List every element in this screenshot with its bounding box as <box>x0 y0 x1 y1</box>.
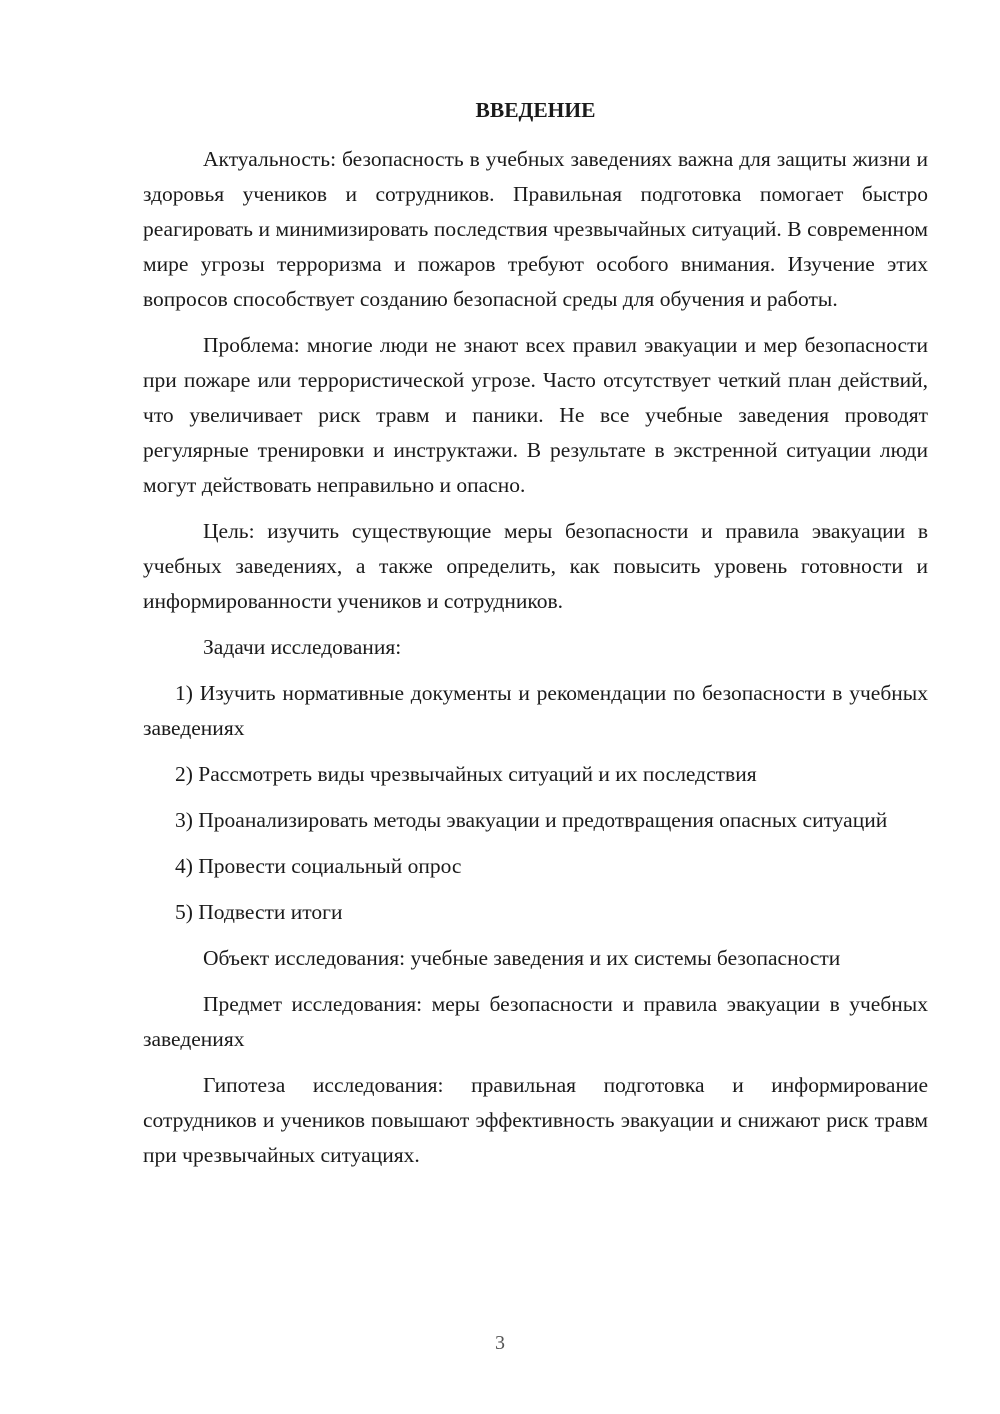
hypothesis-paragraph: Гипотеза исследования: правильная подготовка и информирование сотрудников и учеников повышают эффективность эвакуации и снижают риск травм при чрезвычайных ситуациях. <box>143 1073 928 1167</box>
object-paragraph: Объект исследования: учебные заведения и их системы безопасности <box>203 946 841 970</box>
goal-paragraph: Цель: изучить существующие меры безопасности и правила эвакуации в учебных заведениях, а также определить, как повысить уровень готовности и информированности учеников и сотрудников. <box>143 519 928 613</box>
task-item-3: 3) Проанализировать методы эвакуации и предотвращения опасных ситуаций <box>175 808 888 832</box>
page-title: ВВЕДЕНИЕ <box>475 98 596 122</box>
tasks-heading: Задачи исследования: <box>203 635 402 659</box>
subject-paragraph: Предмет исследования: меры безопасности и правила эвакуации в учебных заведениях <box>143 992 928 1051</box>
page-number: 3 <box>495 1332 505 1354</box>
task-item-5: 5) Подвести итоги <box>175 900 343 924</box>
document-page <box>143 92 928 1184</box>
task-item-2: 2) Рассмотреть виды чрезвычайных ситуаций и их последствия <box>175 762 757 786</box>
task-item-4: 4) Провести социальный опрос <box>175 854 462 878</box>
task-item-1: 1) Изучить нормативные документы и рекомендации по безопасности в учебных заведениях <box>143 681 928 740</box>
problem-paragraph: Проблема: многие люди не знают всех правил эвакуации и мер безопасности при пожаре или террористической угрозе. Часто отсутствует четкий план действий, что увеличивает риск травм и паники. Не все учебные заведения проводят регулярные тренировки и инструктажи. В результате в экстренной ситуации люди могут действовать неправильно и опасно. <box>143 333 928 497</box>
relevance-paragraph: Актуальность: безопасность в учебных заведениях важна для защиты жизни и здоровья учеников и сотрудников. Правильная подготовка помогает быстро реагировать и минимизировать последствия чрезвычайных ситуаций. В современном мире угрозы терроризма и пожаров требуют особого внимания. Изучение этих вопросов способствует созданию безопасной среды для обучения и работы. <box>143 147 928 311</box>
